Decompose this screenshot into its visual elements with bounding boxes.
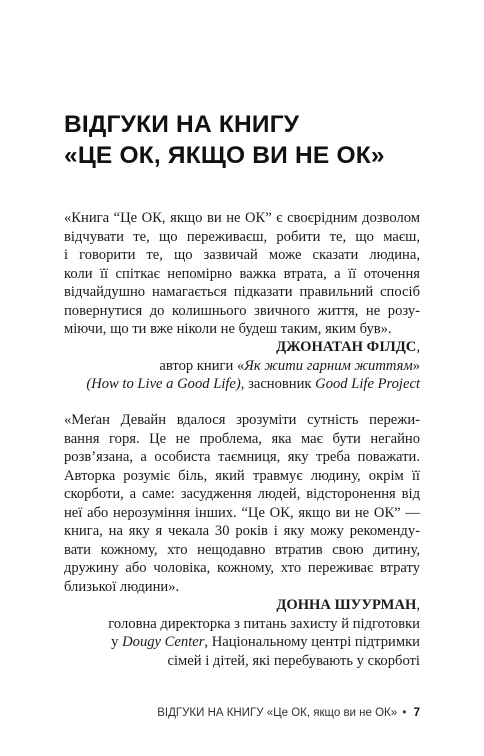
review-1-role-line-2: (How to Live a Good Life), засновник Good Life Project xyxy=(86,376,420,392)
review-2-line: дружину або чоловіка, кожному, хто переживає втрату xyxy=(64,560,420,576)
page-title xyxy=(64,109,464,171)
review-1-line: відчувати те, що переживаєш, робити те, що маєш, xyxy=(64,228,420,245)
review-2-line: близької людини». xyxy=(64,578,180,595)
review-1-line: і говорити те, що зазвичай може сказати людина, xyxy=(64,247,420,263)
review-2-line: вання горя. Це не проблема, яка має бути негайно xyxy=(64,430,420,447)
footer-separator: • xyxy=(402,707,407,719)
review-1-author: ДЖОНАТАН ФІЛДС xyxy=(276,339,417,355)
review-1-role-line-1: автор книги «Як жити гарним життям» xyxy=(159,357,420,374)
review-2-line: скорботи, а саме: засудження людей, відсторонення від xyxy=(64,486,420,502)
review-1-line: «Книга “Це ОК, якщо ви не ОК” є своєрідним дозволом xyxy=(64,210,420,226)
review-2-line: книга, на яку я чекала 30 років і яку можу рекоменду- xyxy=(64,523,420,539)
review-2-text xyxy=(64,411,420,596)
review-2-role-line-2: у Dougy Center, Національному центрі підтримки xyxy=(111,634,420,650)
running-head: ВІДГУКИ НА КНИГУ «Це ОК, якщо ви не ОК» xyxy=(157,707,398,719)
running-footer xyxy=(157,707,420,719)
review-2-line: вати кожному, хто нещодавно втратив свою дитину, xyxy=(64,541,420,558)
review-2-line: неї або нерозуміння інших. “Це ОК, якщо ви не ОК” — xyxy=(64,504,420,521)
review-1-text xyxy=(64,209,420,339)
review-1-line: міючи, що ти вже ніколи не будеш таким, яким був». xyxy=(64,321,392,337)
page-title-line-1: ВІДГУКИ НА КНИГУ xyxy=(64,111,300,139)
review-1-line: повернутися до колишнього звичного життя, не розу- xyxy=(64,302,420,319)
review-2-line: розв’язана, а особиста таємниця, яку треба поважати. xyxy=(64,449,420,465)
review-2-line: Авторка розуміє біль, який травмує людину, окрім її xyxy=(64,467,420,484)
review-1-line: коли її спіткає непомірно важка втрата, а її оточення xyxy=(64,265,420,282)
review-2-role-line-1: головна директорка з питань захисту й підготовки xyxy=(108,615,420,632)
page-title-line-2: «ЦЕ ОК, ЯКЩО ВИ НЕ ОК» xyxy=(64,142,385,170)
review-1-line: відчайдушно намагається підказати правильний спосіб xyxy=(64,284,420,300)
review-1-attribution: ДЖОНАТАН ФІЛДС, автор книги «Як жити гарним життям» (How to Live a Good Life), засновник Good Life Project xyxy=(64,338,420,394)
review-2-role-line-3: сімей і дітей, які перебувають у скорботі xyxy=(167,652,420,669)
review-2-line: «Меґан Девайн вдалося зрозуміти сутність пережи- xyxy=(64,412,420,428)
page-number: 7 xyxy=(413,707,420,719)
review-2-attribution: ДОННА ШУУРМАН, головна директорка з питань захисту й підготовки у Dougy Center, Національному центрі підтримки сімей і дітей, які перебувають у скорботі xyxy=(64,596,420,670)
review-2-author: ДОННА ШУУРМАН xyxy=(276,597,417,613)
